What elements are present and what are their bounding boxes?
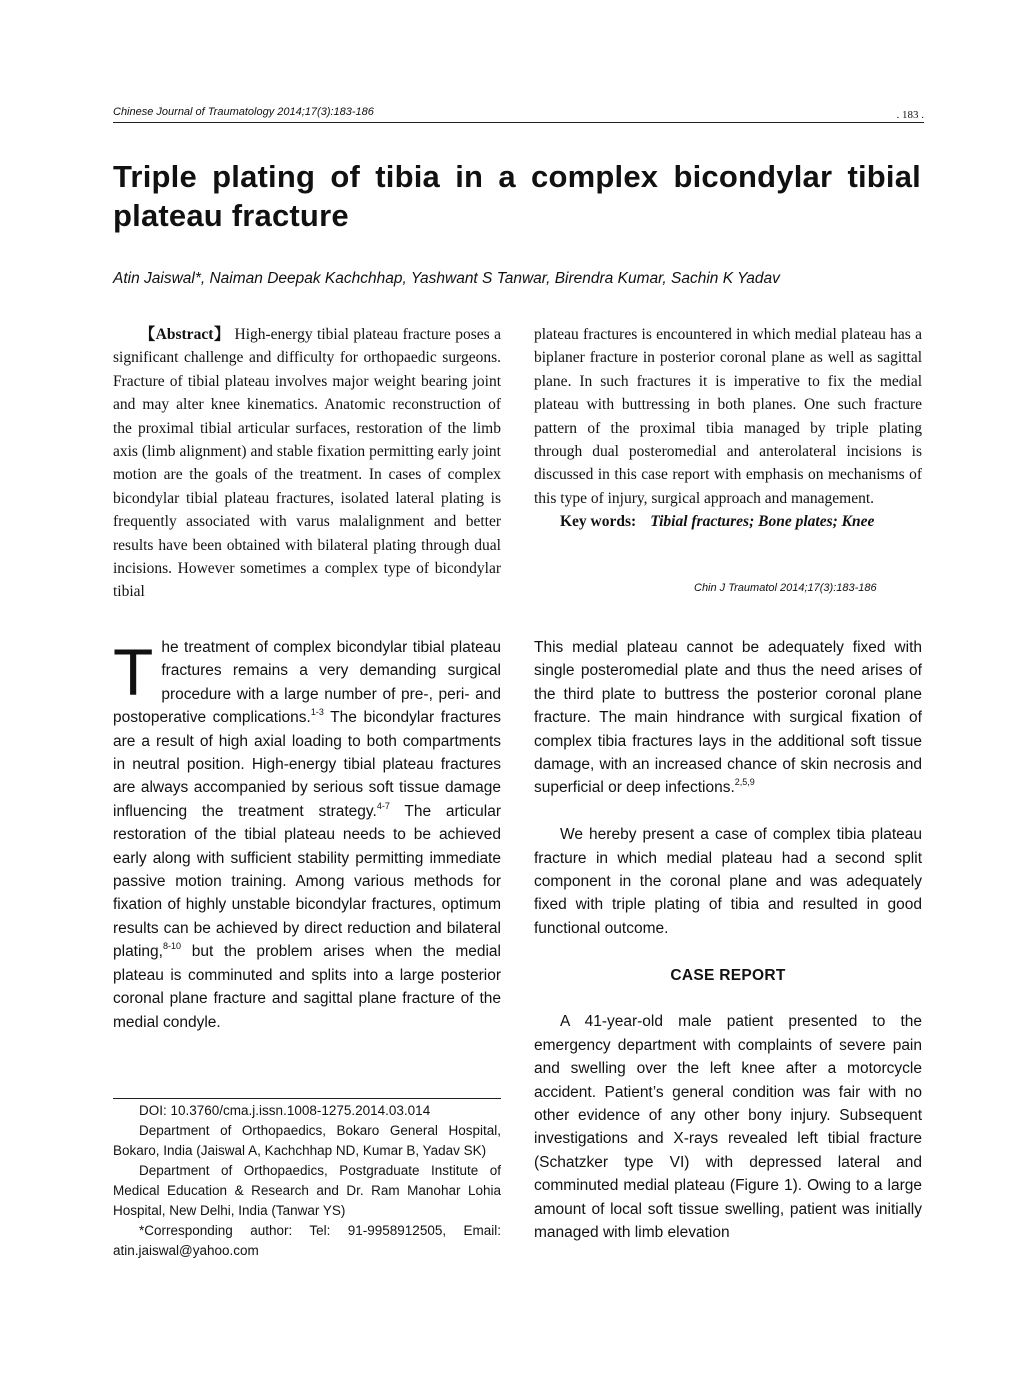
reference-1-3: 1-3 [310,707,324,718]
abstract-left-column [113,323,501,604]
case-report-paragraph: A 41-year-old male patient presented to the emergency department with complaints of severe pain and swelling over the left knee after a motorcycle accident. Patient’s general condition was fair with no other evidence of any other bony injury. Subsequent investigations and X-rays revealed left tibial fracture (Schatzker type VI) with depressed lateral and comminuted medial plateau (Figure 1). Owing to a large amount of local soft tissue swelling, patient was initially managed with limb elevation [534,1013,922,1242]
intro-text-2: The bicondylar fractures are a result of high axial loading to both compartments in neutral position. High-energy tibial plateau fractures are always accompanied by serious soft tissue damage influencing the treatment strategy. [113,709,502,820]
section-heading-case-report: CASE REPORT [670,966,786,984]
short-citation: Chin J Traumatol 2014;17(3):183-186 [694,582,877,594]
article-title: Triple plating of tibia in a complex bicondylar tibial plateau fracture [113,159,921,233]
corresponding-author-footnote: *Corresponding author: Tel: 91-9958912505, Email: atin.jaiswal@yahoo.com [113,1223,501,1258]
page-number: . 183 . [896,109,924,121]
reference-4-7: 4-7 [376,800,390,811]
doi-footnote: DOI: 10.3760/cma.j.issn.1008-1275.2014.03.014 [139,1103,431,1118]
abstract-text-left: High-energy tibial plateau fracture poses a significant challenge and difficulty for orthopaedic surgeons. Fracture of tibial plateau involves major weight bearing joint and may alter knee kinematics. Anatomic reconstruction of the proximal tibial articular surfaces, restoration of the limb axis (limb alignment) and stable fixation permitting early joint motion are the goals of the treatment. In cases of complex bicondylar tibial plateau fractures, isolated lateral plating is frequently associated with varus malalignment and better results have been obtained with bilateral plating through dual incisions. However sometimes a complex type of bicondylar tibial [113,326,501,601]
body-left-column [113,636,501,1034]
footnote-divider [113,1098,501,1099]
intro-text-3: The articular restoration of the tibial plateau needs to be achieved early along with sufficient stability permitting immediate passive motion training. Among various methods for fixation of highly unstable bicondylar fractures, optimum results can be achieved by direct reduction and bilateral plating, [113,802,502,961]
intro-text-4: but the problem arises when the medial plateau is comminuted and splits into a large posterior coronal plane fracture and sagittal plane fracture of the medial condyle. [113,943,501,1031]
intro-text-1: he treatment of complex bicondylar tibial plateau fractures remains a very demanding surgical procedure with a large number of pre-, peri- and postoperative complications. [113,639,501,727]
keywords-value: Tibial fractures; Bone plates; Knee [650,513,875,531]
affiliation-footnote-2: Department of Orthopaedics, Postgraduate Institute of Medical Education & Research and Dr. Ram Manohar Lohia Hospital, New Delhi, India (Tanwar YS) [113,1163,501,1218]
intro-paragraph [113,636,501,1034]
affiliation-footnote-1: Department of Orthopaedics, Bokaro General Hospital, Bokaro, India (Jaiswal A, Kachchhap ND, Kumar B, Yadav SK) [113,1123,501,1158]
drop-cap: T [113,635,154,709]
author-list: Atin Jaiswal*, Naiman Deepak Kachchhap, Yashwant S Tanwar, Birendra Kumar, Sachin K Yadav [113,270,780,287]
keywords-label: Key words: [560,513,637,531]
reference-2-5-9: 2,5,9 [734,777,755,788]
abstract-right-column [534,323,922,534]
running-header [113,104,924,123]
abstract-label: 【Abstract】 [139,326,231,343]
right-paragraph-2: We hereby present a case of complex tibia plateau fracture in which medial plateau had a second split component in the coronal plane and was adequately fixed with triple plating of tibia and resulted in good functional outcome. [534,826,922,937]
reference-8-10: 8-10 [162,941,181,952]
footnotes [113,1101,501,1261]
body-right-column [534,636,922,1245]
right-paragraph-1 [534,636,922,800]
abstract-text-right: plateau fractures is encountered in which medial plateau has a biplaner fracture in posterior coronal plane as well as sagittal plane. In such fractures it is imperative to fix the medial plateau with buttressing in both planes. One such fracture pattern of the proximal tibia managed by triple plating through dual posteromedial and anterolateral incisions is discussed in this case report with emphasis on mechanisms of this type of injury, surgical approach and management. [534,326,922,507]
right-text-1: This medial plateau cannot be adequately fixed with single posteromedial plate and thus the need arises of the third plate to buttress the posterior coronal plane fracture. The main hindrance with surgical fixation of complex tibia fractures lays in the additional soft tissue damage, with an increased chance of skin necrosis and superficial or deep infections. [534,639,922,797]
journal-citation: Chinese Journal of Traumatology 2014;17(3):183-186 [113,106,374,118]
keywords-line [534,510,922,533]
